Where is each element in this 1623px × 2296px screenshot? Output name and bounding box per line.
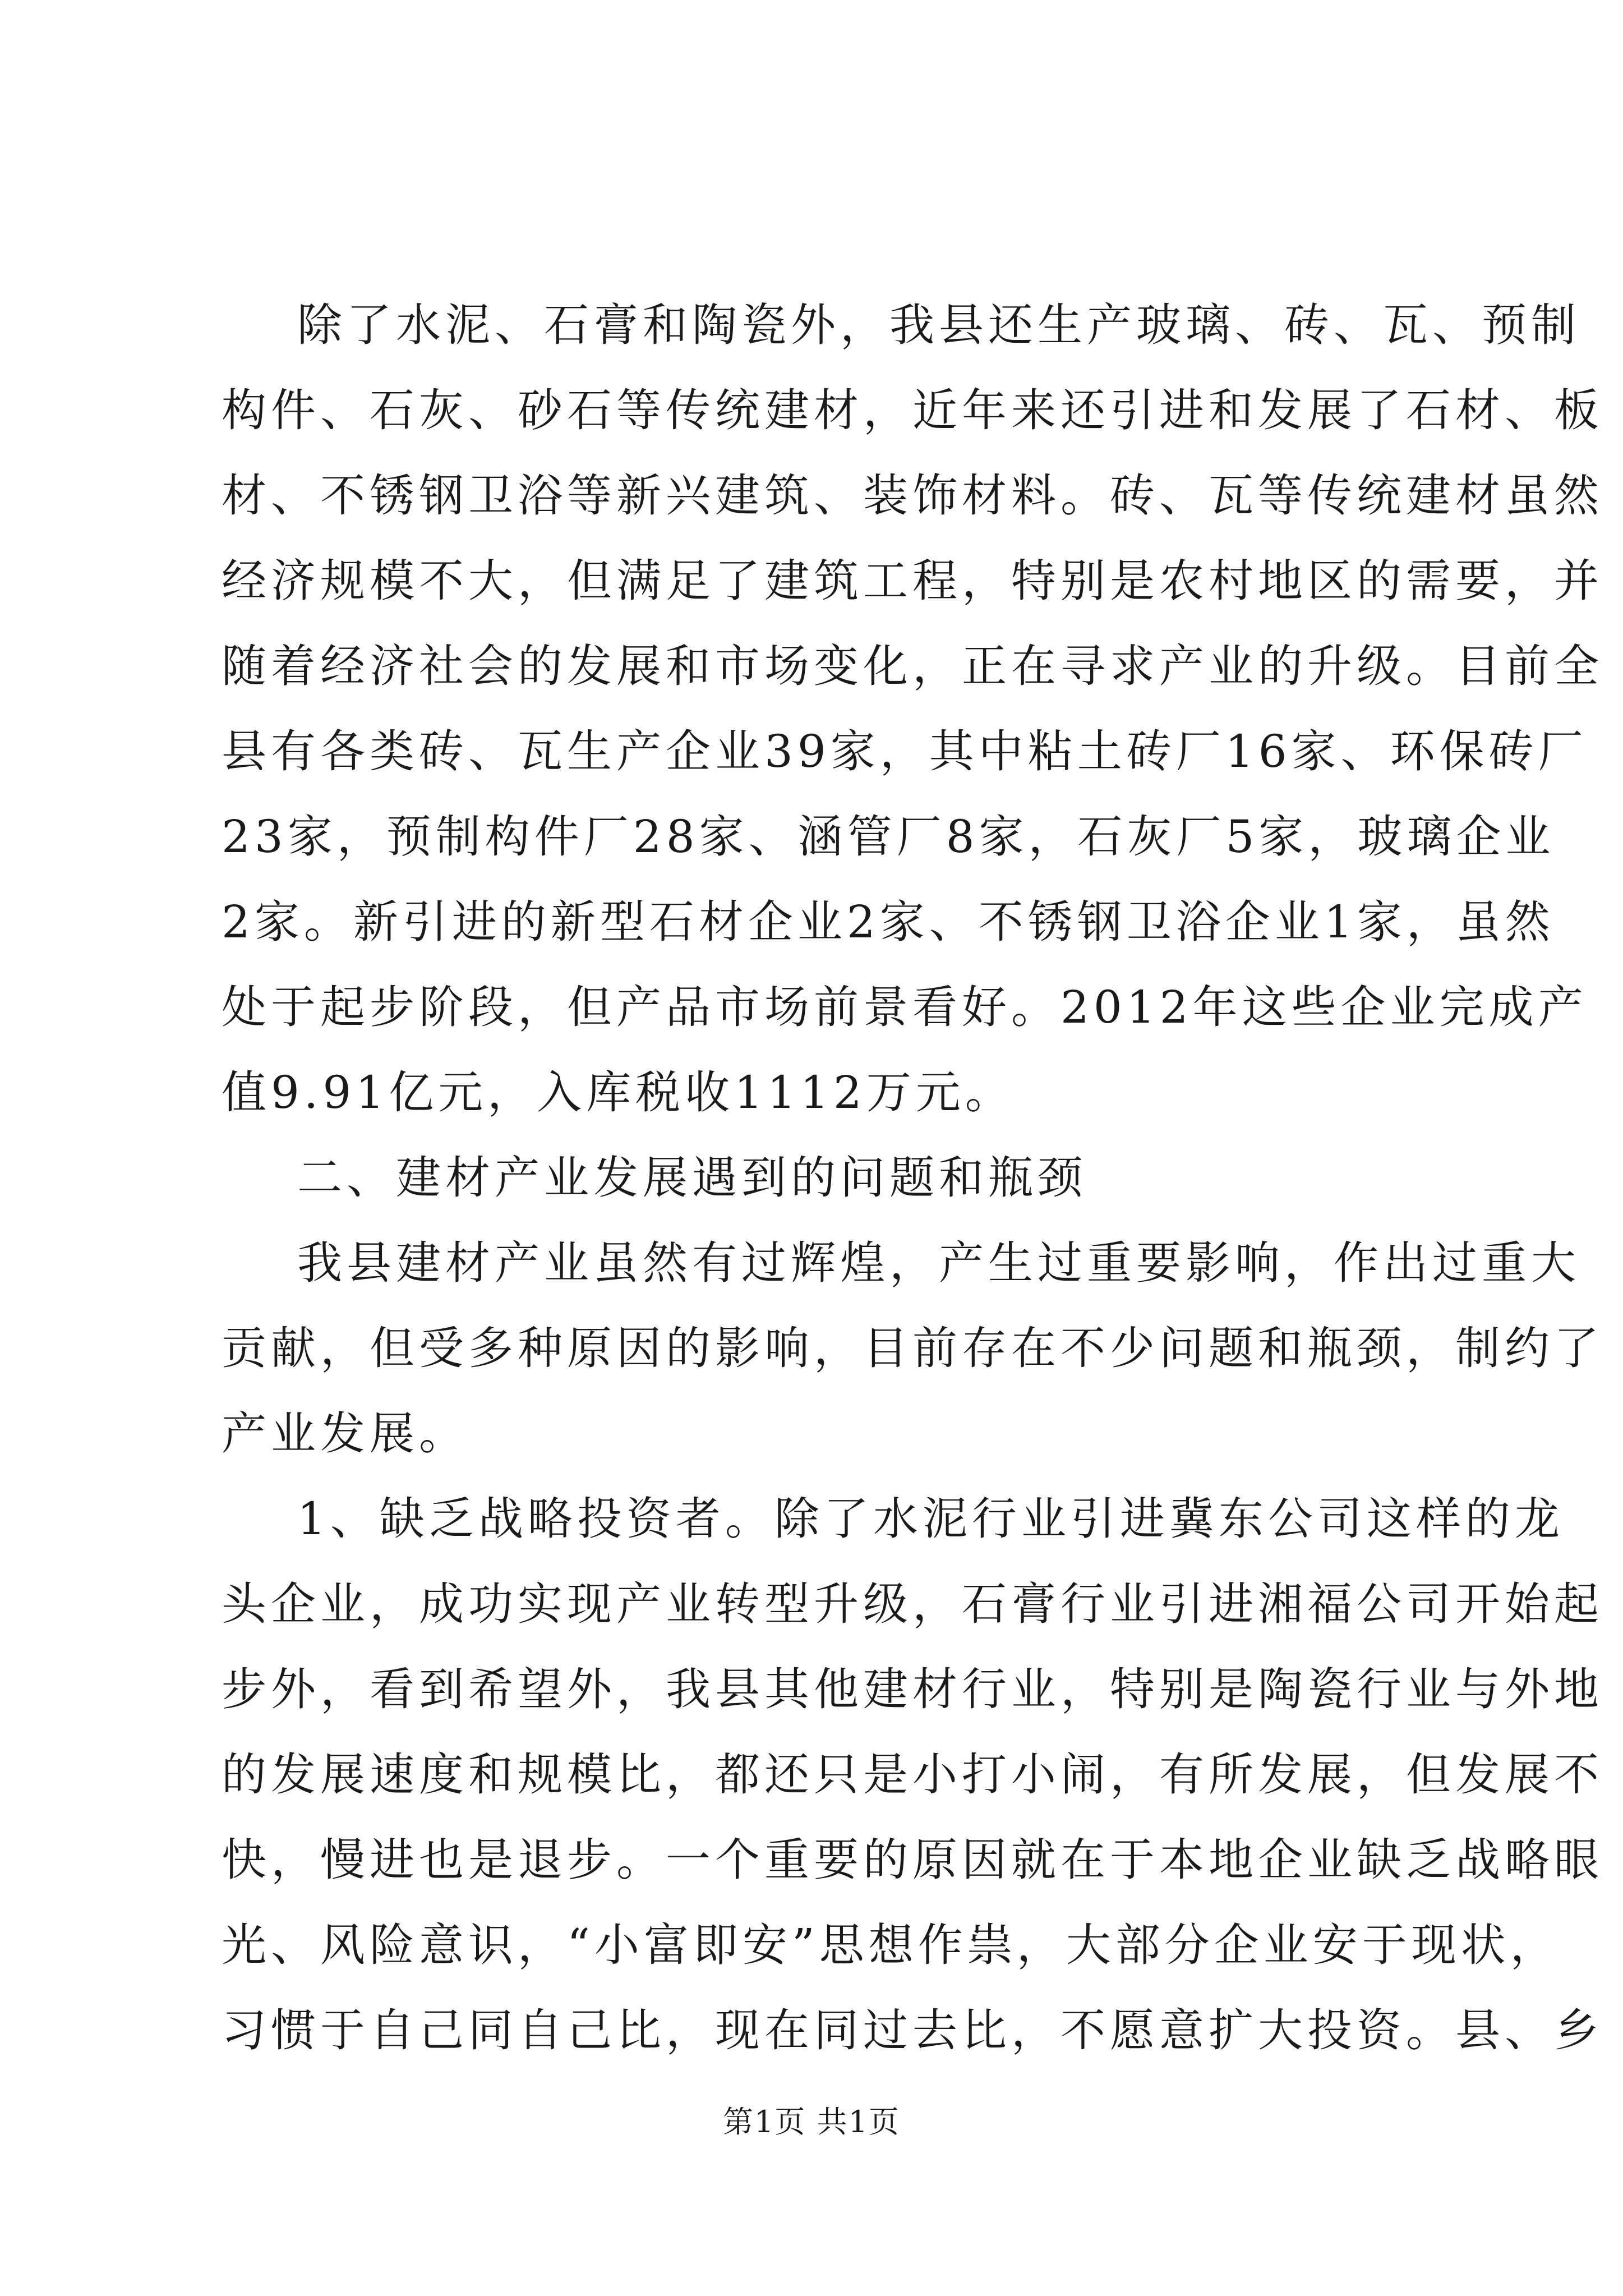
paragraph-line: 除了水泥、石膏和陶瓷外，我县还生产玻璃、砖、瓦、预制: [297, 299, 1580, 351]
paragraph-line: 处于起步阶段，但产品市场前景看好。2012年这些企业完成产: [222, 981, 1588, 1033]
paragraph-line: 步外，看到希望外，我县其他建材行业，特别是陶瓷行业与外地: [222, 1663, 1603, 1715]
paragraph-line: 构件、石灰、砂石等传统建材，近年来还引进和发展了石材、板: [222, 384, 1603, 436]
paragraph-line: 光、风险意识，“小富即安”思想作祟，大部分企业安于现状，: [222, 1919, 1560, 1971]
paragraph-line: 2家。新引进的新型石材企业2家、不锈钢卫浴企业1家，虽然: [222, 896, 1555, 948]
paragraph-line: 23家，预制构件厂28家、涵管厂8家，石灰厂5家，玻璃企业: [222, 811, 1555, 863]
paragraph-line: 我县建材产业虽然有过辉煌，产生过重要影响，作出过重大: [297, 1237, 1580, 1289]
section-heading: 二、建材产业发展遇到的问题和瓶颈: [297, 1152, 1087, 1204]
paragraph-line: 材、不锈钢卫浴等新兴建筑、装饰材料。砖、瓦等传统建材虽然: [222, 470, 1603, 522]
paragraph-line: 经济规模不大，但满足了建筑工程，特别是农村地区的需要，并: [222, 555, 1603, 607]
paragraph-line: 县有各类砖、瓦生产企业39家，其中粘土砖厂16家、环保砖厂: [222, 725, 1588, 777]
paragraph-line: 值9.91亿元，入库税收1112万元。: [222, 1066, 1015, 1119]
paragraph-line: 头企业，成功实现产业转型升级，石膏行业引进湘福公司开始起: [222, 1578, 1603, 1630]
paragraph-line: 快，慢进也是退步。一个重要的原因就在于本地企业缺乏战略眼: [222, 1834, 1603, 1886]
paragraph-line: 产业发展。: [222, 1407, 468, 1460]
paragraph-line: 的发展速度和规模比，都还只是小打小闹，有所发展，但发展不: [222, 1749, 1603, 1801]
page-footer: 第1页 共1页: [723, 2104, 900, 2139]
paragraph-line: 1、缺乏战略投资者。除了水泥行业引进冀东公司这样的龙: [297, 1493, 1564, 1545]
paragraph-line: 随着经济社会的发展和市场变化，正在寻求产业的升级。目前全: [222, 640, 1603, 692]
paragraph-line: 习惯于自己同自己比，现在同过去比，不愿意扩大投资。县、乡: [222, 2004, 1603, 2056]
paragraph-line: 贡献，但受多种原因的影响，目前存在不少问题和瓶颈，制约了: [222, 1322, 1603, 1374]
